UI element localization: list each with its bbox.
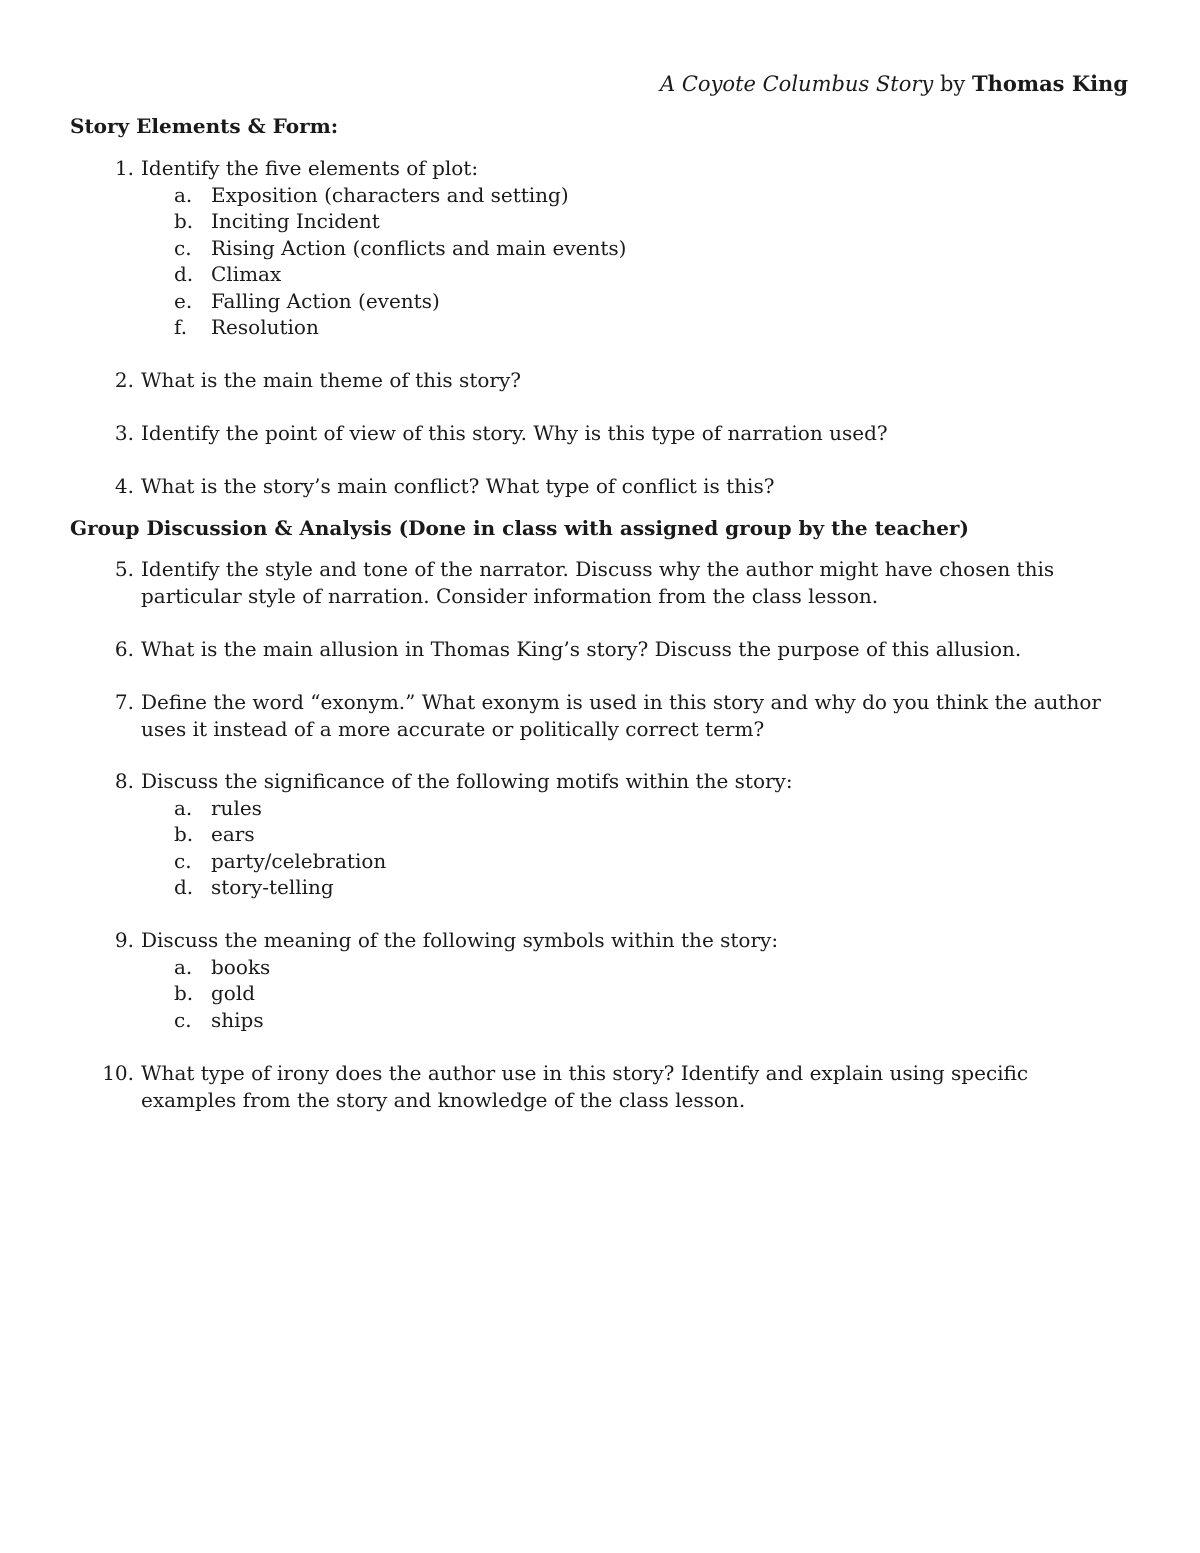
sub-text: story-telling xyxy=(211,875,334,899)
question-5 xyxy=(100,556,1120,609)
sub-item xyxy=(174,261,1120,288)
sub-letter: f. xyxy=(174,315,188,339)
question-text: What is the main allusion in Thomas King’s story? Discuss the purpose of this allusion. xyxy=(141,637,1022,661)
sub-text: Inciting Incident xyxy=(211,209,380,233)
question-8 xyxy=(100,768,1120,901)
question-number: 5. xyxy=(114,557,134,581)
sub-item xyxy=(174,314,1120,341)
sub-text: Resolution xyxy=(211,315,319,339)
sub-letter: b. xyxy=(174,822,194,846)
sub-item xyxy=(174,235,1120,262)
question-text: Discuss the meaning of the following symbols within the story: xyxy=(141,928,779,952)
sub-letter: c. xyxy=(174,1007,192,1032)
sub-letter: a. xyxy=(174,954,193,979)
sub-item xyxy=(174,980,1120,1007)
sub-item xyxy=(174,848,1120,875)
sub-text: Rising Action (conflicts and main events) xyxy=(211,235,627,260)
question-text: What type of irony does the author use in this story? Identify and explain using specific examples from the story and knowledge of the class lesson. xyxy=(141,1061,1029,1112)
question-text: Define the word “exonym.” What exonym is used in this story and why do you think the author uses it instead of a more accurate or politically correct term? xyxy=(141,690,1101,741)
sub-item xyxy=(174,1007,1120,1034)
sub-text: Falling Action (events) xyxy=(211,288,440,313)
sub-text: Climax xyxy=(211,262,282,286)
question-1 xyxy=(100,155,1120,341)
question-text: Identify the point of view of this story. Why is this type of narration used? xyxy=(141,421,888,445)
question-number: 9. xyxy=(114,928,134,952)
question-3 xyxy=(100,420,1120,447)
question-number: 10. xyxy=(102,1061,134,1085)
sub-item xyxy=(174,288,1120,315)
sub-letter: d. xyxy=(174,262,194,286)
question-4 xyxy=(100,473,1120,500)
question-text: Identify the five elements of plot: xyxy=(141,156,479,180)
sub-letter: e. xyxy=(174,288,193,313)
section-heading-story-elements: Story Elements & Form: xyxy=(70,114,339,138)
story-title: A Coyote Columbus Story xyxy=(660,72,934,96)
sub-letter: b. xyxy=(174,209,194,233)
sub-letter: d. xyxy=(174,875,194,899)
sub-item xyxy=(174,795,1120,822)
sub-text: ships xyxy=(211,1007,264,1032)
question-2 xyxy=(100,367,1120,394)
author-name: Thomas King xyxy=(971,71,1128,96)
question-number: 3. xyxy=(114,421,134,445)
sub-item xyxy=(174,821,1120,848)
sub-letter: c. xyxy=(174,235,192,260)
sub-letter: c. xyxy=(174,848,192,873)
sub-item xyxy=(174,182,1120,209)
sub-text: party/celebration xyxy=(211,848,387,873)
question-number: 8. xyxy=(114,769,134,793)
question-number: 1. xyxy=(114,156,134,180)
sub-text: books xyxy=(211,954,271,979)
sub-text: Exposition (characters and setting) xyxy=(211,182,569,207)
question-6 xyxy=(100,636,1120,663)
question-10 xyxy=(100,1060,1120,1113)
sub-item xyxy=(174,954,1120,981)
question-number: 7. xyxy=(114,690,134,714)
question-text: What is the story’s main conflict? What type of conflict is this? xyxy=(141,474,775,498)
question-text: What is the main theme of this story? xyxy=(141,368,521,392)
sub-item xyxy=(174,208,1120,235)
question-7 xyxy=(100,689,1120,742)
question-number: 2. xyxy=(114,368,134,392)
sub-letter: b. xyxy=(174,981,194,1005)
sub-text: rules xyxy=(211,795,262,820)
sub-item xyxy=(174,874,1120,901)
question-text: Identify the style and tone of the narrator. Discuss why the author might have chosen this particular style of narration. Consider information from the class lesson. xyxy=(141,557,1055,608)
sub-letter: a. xyxy=(174,795,193,820)
question-number: 6. xyxy=(114,637,134,661)
by-word: by xyxy=(933,72,972,96)
sub-text: gold xyxy=(211,981,256,1005)
question-text: Discuss the significance of the following motifs within the story: xyxy=(141,769,793,793)
document-header xyxy=(660,70,1128,98)
section-heading-group-discussion: Group Discussion & Analysis (Done in class with assigned group by the teacher) xyxy=(70,516,969,540)
question-9 xyxy=(100,927,1120,1033)
sub-letter: a. xyxy=(174,182,193,207)
question-number: 4. xyxy=(114,474,134,498)
sub-text: ears xyxy=(211,822,255,846)
